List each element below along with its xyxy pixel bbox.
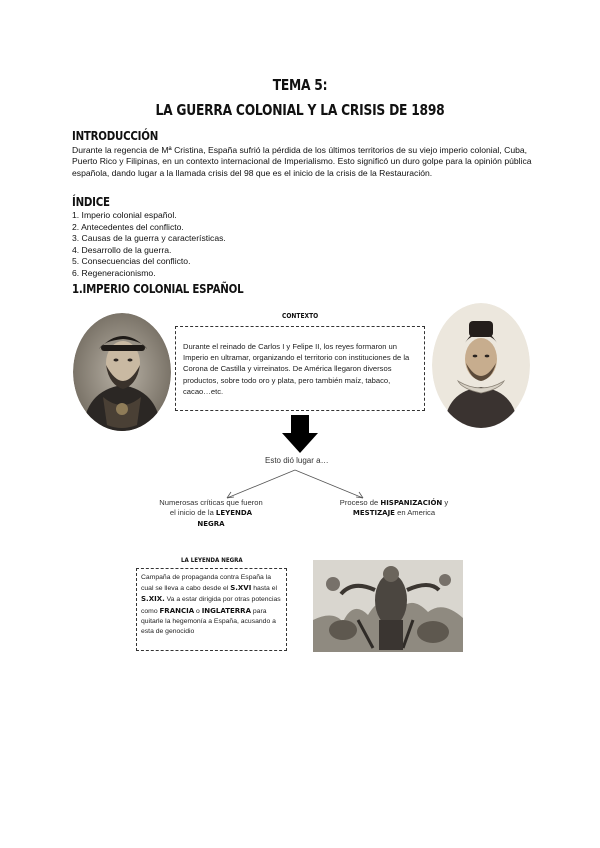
branch-left-keyword: LEYENDA NEGRA bbox=[197, 509, 253, 528]
intro-paragraph: Durante la regencia de Mª Cristina, España sufrió la pérdida de los últimos territorios de su viejo imperio colonial, Cuba, Puerto Rico y Filipinas, en un contexto internacional de Imperialismo. Esto significó un duro golpe para la opinión pública española, dando lugar a la llamada crisis del 98 que es el inicio de la crisis de la Restauración. bbox=[72, 145, 532, 178]
index-item: 1. Imperio colonial español. bbox=[72, 210, 177, 220]
leyenda-keyword: S.XIX. bbox=[141, 595, 165, 604]
leyenda-text: Campaña de propaganda contra España la cual se lleva a cabo desde el bbox=[141, 574, 271, 593]
index-item: 5. Consecuencias del conflicto. bbox=[72, 256, 191, 267]
portrait-felipe-ii bbox=[432, 303, 530, 428]
branch-left-text: Numerosas críticas que fueron el inicio de la bbox=[159, 498, 263, 518]
leads-to-label: Esto dió lugar a… bbox=[265, 456, 329, 465]
branch-left bbox=[158, 498, 264, 529]
branch-right-mid: y bbox=[444, 498, 449, 507]
context-box: Durante el reinado de Carlos I y Felipe II, los reyes formaron un Imperio en ultramar, organizando el territorio con instituciones de la Corona de Castilla y virreinatos. De América llegaron diversos productos, sobre todo oro y plata, pero también maíz, tabaco, cacao…etc. bbox=[175, 326, 425, 411]
index-list bbox=[72, 210, 226, 280]
intro-heading: INTRODUCCIÓN bbox=[72, 128, 159, 143]
leyenda-negra-engraving bbox=[313, 560, 463, 652]
branch-right-keyword2: MESTIZAJE bbox=[352, 509, 395, 518]
leyenda-label: LA LEYENDA NEGRA bbox=[181, 556, 243, 564]
portrait-carlos-i bbox=[73, 313, 171, 431]
context-label: CONTEXTO bbox=[282, 312, 319, 320]
leyenda-text: para quitarle la hegemonía a España, acusando a esta de genocidio bbox=[141, 607, 276, 636]
leyenda-text: o bbox=[196, 607, 200, 615]
leyenda-text: hasta el bbox=[253, 585, 278, 593]
index-item: 6. Regeneracionismo. bbox=[72, 267, 156, 278]
branch-right-pre: Proceso de bbox=[339, 498, 379, 507]
down-arrow-icon bbox=[282, 415, 318, 453]
branch-right bbox=[328, 498, 460, 519]
index-heading: ÍNDICE bbox=[72, 194, 110, 209]
index-item: 4. Desarrollo de la guerra. bbox=[72, 244, 172, 255]
leyenda-keyword: S.XVI bbox=[230, 584, 252, 593]
index-item: 3. Causas de la guerra y características. bbox=[72, 233, 226, 244]
page-title-line1: TEMA 5: bbox=[272, 76, 328, 94]
page-title-line2: LA GUERRA COLONIAL Y LA CRISIS DE 1898 bbox=[155, 101, 445, 119]
section1-heading: 1.IMPERIO COLONIAL ESPAÑOL bbox=[72, 281, 244, 296]
index-item: 2. Antecedentes del conflicto. bbox=[72, 221, 184, 232]
leyenda-box bbox=[136, 568, 287, 651]
leyenda-keyword: FRANCIA bbox=[159, 606, 195, 615]
leyenda-keyword: INGLATERRA bbox=[201, 606, 251, 615]
leyenda-text: Va a estar dirigida por otras potencias como bbox=[141, 596, 281, 615]
branch-right-post: en America bbox=[397, 508, 436, 518]
branch-connectors bbox=[215, 462, 375, 502]
branch-right-keyword1: HISPANIZACIÓN bbox=[380, 499, 443, 507]
